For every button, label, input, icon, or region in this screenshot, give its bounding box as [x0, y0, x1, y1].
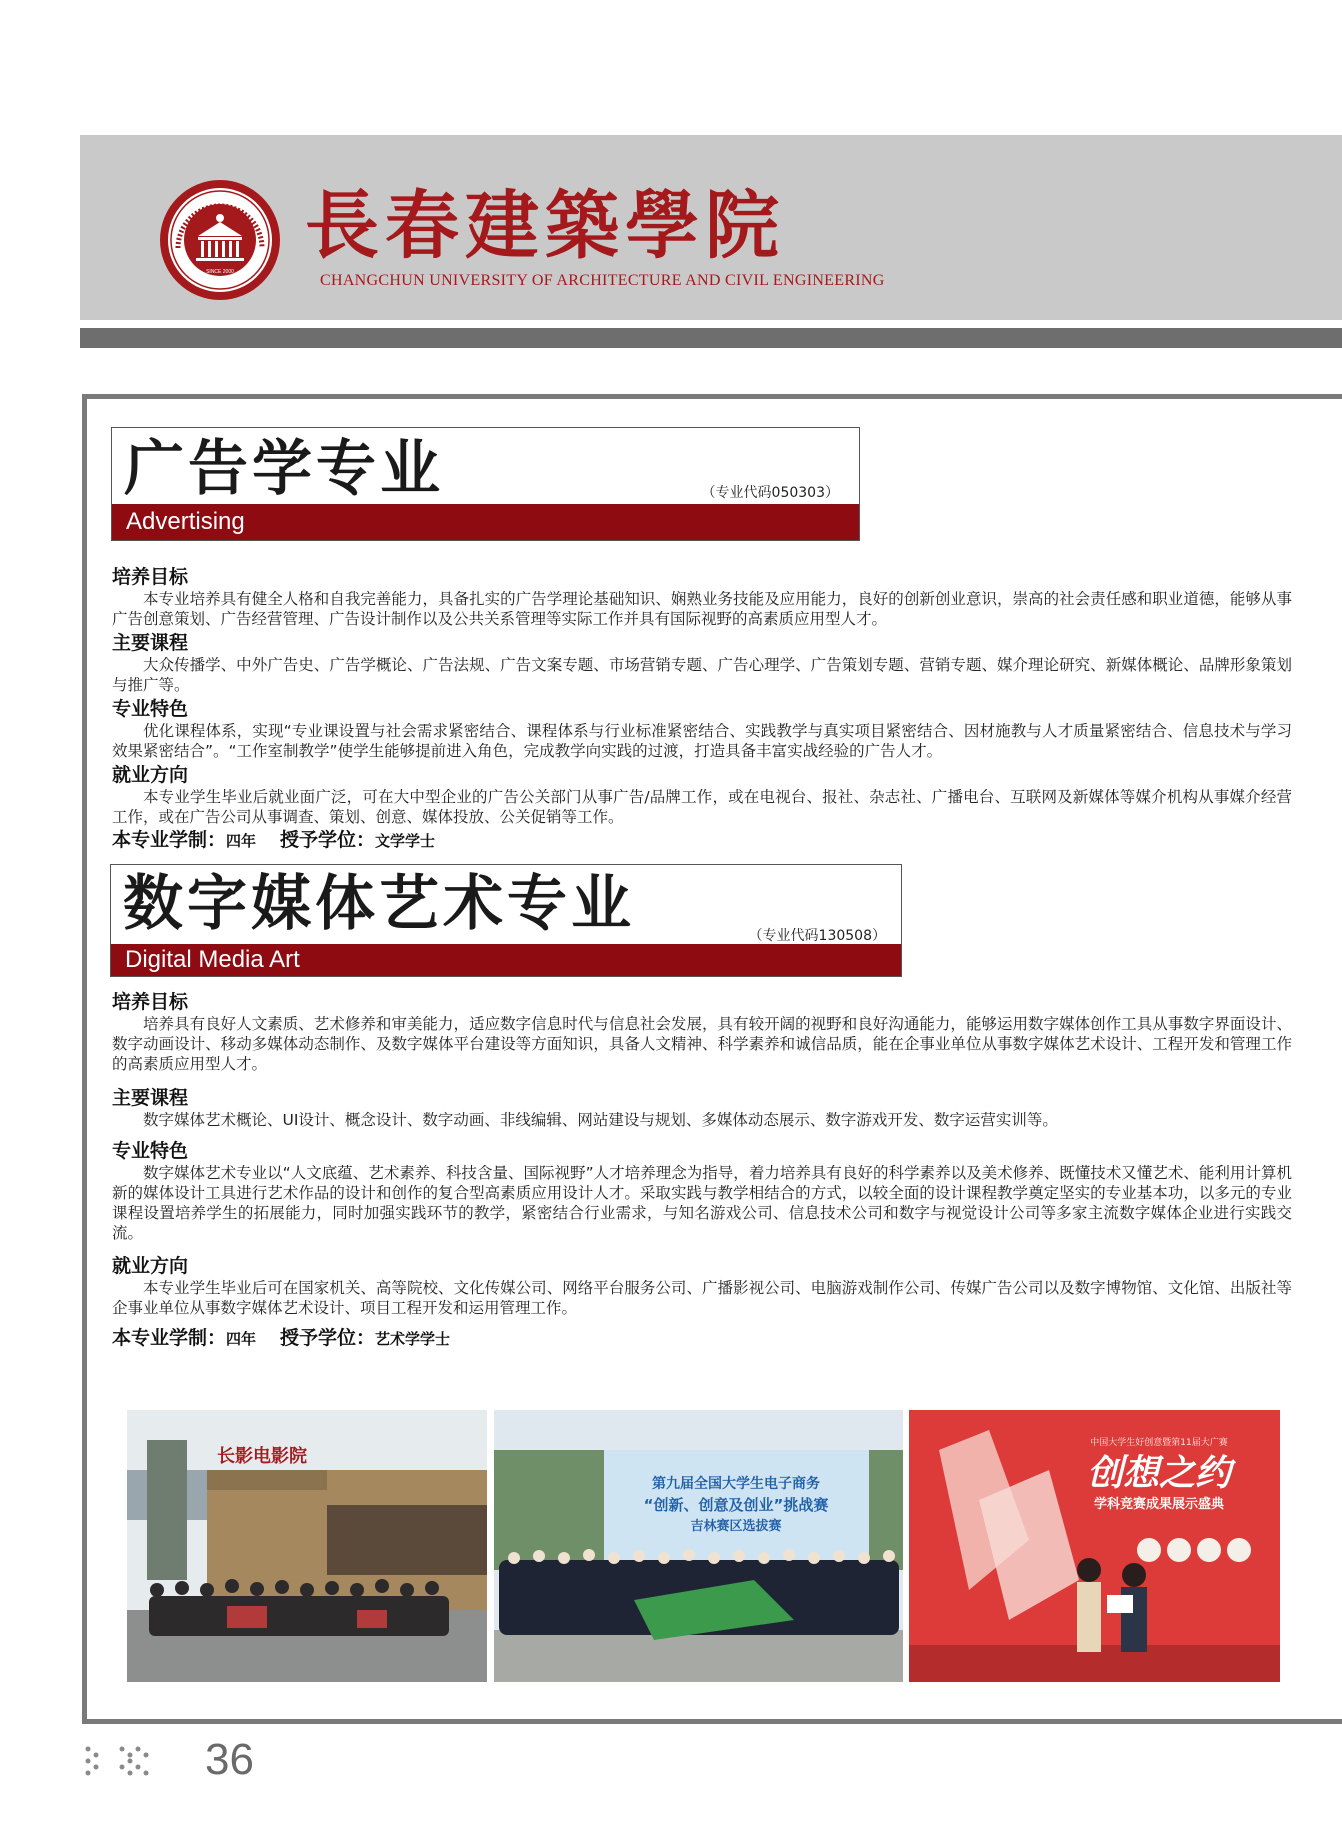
- degree-value: 艺术学学士: [375, 1330, 451, 1348]
- photo-creative-awards-poster: [909, 1410, 1280, 1682]
- major-title-box-advertising: [111, 427, 860, 541]
- study-meta: [112, 1326, 1292, 1351]
- section-heading: 主要课程: [112, 632, 189, 654]
- poster-title: 创想之约: [1086, 1453, 1232, 1494]
- degree-label: 授予学位：: [280, 1327, 376, 1349]
- section-text: 本专业学生毕业后就业面广泛，可在大中型企业的广告公关部门从事广告/品牌工作，或在电视台、报社、杂志社、广播电台、互联网及新媒体等媒介机构从事媒介经营工作，或在广告公司从事调查、策划、创意、媒体投放、公关促销等工作。: [112, 788, 1292, 826]
- section-employment: [112, 763, 1292, 827]
- university-seal-logo: [158, 178, 282, 302]
- footer-dots-decoration: [82, 1743, 192, 1783]
- section-heading: 专业特色: [112, 1140, 189, 1162]
- section-text: 大众传播学、中外广告史、广告学概论、广告法规、广告文案专题、市场营销专题、广告心理学、广告策划专题、营销专题、媒介理论研究、新媒体概论、品牌形象策划与推广等。: [112, 656, 1292, 694]
- degree-value: 文学学士: [375, 832, 436, 850]
- degree-label: 授予学位：: [280, 829, 376, 851]
- cinema-sign: 长影电影院: [217, 1446, 307, 1467]
- school-name-en: CHANGCHUN UNIVERSITY OF ARCHITECTURE AND CIVIL ENGINEERING: [320, 272, 885, 289]
- duration-value: 四年: [226, 1330, 257, 1348]
- duration-label: 本专业学制：: [112, 829, 227, 851]
- section-text: 本专业培养具有健全人格和自我完善能力，具备扎实的广告学理论基础知识、娴熟业务技能及应用能力，良好的创新创业意识，崇高的社会责任感和职业道德，能够从事广告创意策划、广告经营管理、广告设计制作以及公共关系管理等实际工作并具有国际视野的高素质应用型人才。: [112, 590, 1292, 628]
- contest-banner-line3: 吉林赛区选拔赛: [690, 1519, 782, 1534]
- section-features: [112, 697, 1292, 761]
- section-heading: 培养目标: [112, 566, 189, 588]
- duration-label: 本专业学制：: [112, 1327, 227, 1349]
- section-heading: 就业方向: [112, 764, 189, 786]
- section-heading: 专业特色: [112, 698, 189, 720]
- section-employment: [112, 1254, 1292, 1318]
- major-code: （专业代码050303）: [701, 485, 839, 501]
- major-title-en: Digital Media Art: [125, 946, 300, 973]
- contest-banner-line2: “创新、创意及创业”挑战赛: [643, 1496, 829, 1514]
- section-heading: 主要课程: [112, 1087, 189, 1109]
- photo-ecommerce-contest-group: [494, 1410, 903, 1682]
- major-title-en: Advertising: [126, 508, 245, 535]
- section-main-courses: [112, 1086, 1292, 1130]
- photo-cinema-group: [127, 1410, 487, 1682]
- svg-text:SINCE 2000: SINCE 2000: [206, 269, 234, 275]
- major-title-bar: [112, 504, 859, 540]
- section-features: [112, 1139, 1292, 1243]
- section-training-goal: [112, 565, 1292, 629]
- major-title-bar: [111, 944, 901, 976]
- header-divider: [80, 328, 1342, 348]
- page-number: 36: [205, 1735, 254, 1784]
- section-text: 优化课程体系，实现“专业课设置与社会需求紧密结合、课程体系与行业标准紧密结合、实践教学与真实项目紧密结合、因材施教与人才质量紧密结合、信息技术与学习效果紧密结合”。“工作室制教学”使学生能够提前进入角色，完成教学向实践的过渡，打造具备丰富实战经验的广告人才。: [112, 722, 1292, 760]
- major-title-cn: 广告学专业: [124, 434, 444, 504]
- section-text: 培养具有良好人文素质、艺术修养和审美能力，适应数字信息时代与信息社会发展，具有较开阔的视野和良好沟通能力，能够运用数字媒体创作工具从事数字界面设计、数字动画设计、移动多媒体动态制作、及数字媒体平台建设等方面知识，具备人文精神、科学素养和诚信品质，能在企事业单位从事数字媒体艺术设计、工程开发和管理工作的高素质应用型人才。: [112, 1015, 1292, 1073]
- poster-top-line: 中国大学生好创意暨第11届大广赛: [1090, 1438, 1228, 1448]
- duration-value: 四年: [226, 832, 257, 850]
- school-name-cn: 長春建築學院: [305, 183, 785, 269]
- major-title-cn: 数字媒体艺术专业: [123, 869, 635, 939]
- study-meta: [112, 828, 1292, 853]
- section-heading: 就业方向: [112, 1255, 189, 1277]
- major-code: （专业代码130508）: [748, 928, 886, 944]
- section-text: 本专业学生毕业后可在国家机关、高等院校、文化传媒公司、网络平台服务公司、广播影视公司、电脑游戏制作公司、传媒广告公司以及数字博物馆、文化馆、出版社等企事业单位从事数字媒体艺术设计、项目工程开发和运用管理工作。: [112, 1279, 1292, 1317]
- section-main-courses: [112, 631, 1292, 695]
- contest-banner-line1: 第九届全国大学生电子商务: [652, 1476, 820, 1492]
- section-text: 数字媒体艺术专业以“人文底蕴、艺术素养、科技含量、国际视野”人才培养理念为指导，着力培养具有良好的科学素养以及美术修养、既懂技术又懂艺术、能利用计算机新的媒体设计工具进行艺术作品的设计和创作的复合型高素质应用设计人才。采取实践与教学相结合的方式，以较全面的设计课程教学奠定坚实的专业基本功，以多元的专业课程设置培养学生的拓展能力，同时加强实践环节的教学，紧密结合行业需求，与知名游戏公司、信息技术公司和数字与视觉设计公司等多家主流数字媒体企业进行实践交流。: [112, 1164, 1292, 1242]
- poster-subtitle: 学科竞赛成果展示盛典: [1093, 1497, 1225, 1512]
- section-text: 数字媒体艺术概论、UI设计、概念设计、数字动画、非线编辑、网站建设与规划、多媒体动态展示、数字游戏开发、数字运营实训等。: [143, 1111, 1058, 1129]
- major-title-box-digital-media-art: [110, 864, 902, 977]
- section-heading: 培养目标: [112, 991, 189, 1013]
- section-training-goal: [112, 990, 1292, 1074]
